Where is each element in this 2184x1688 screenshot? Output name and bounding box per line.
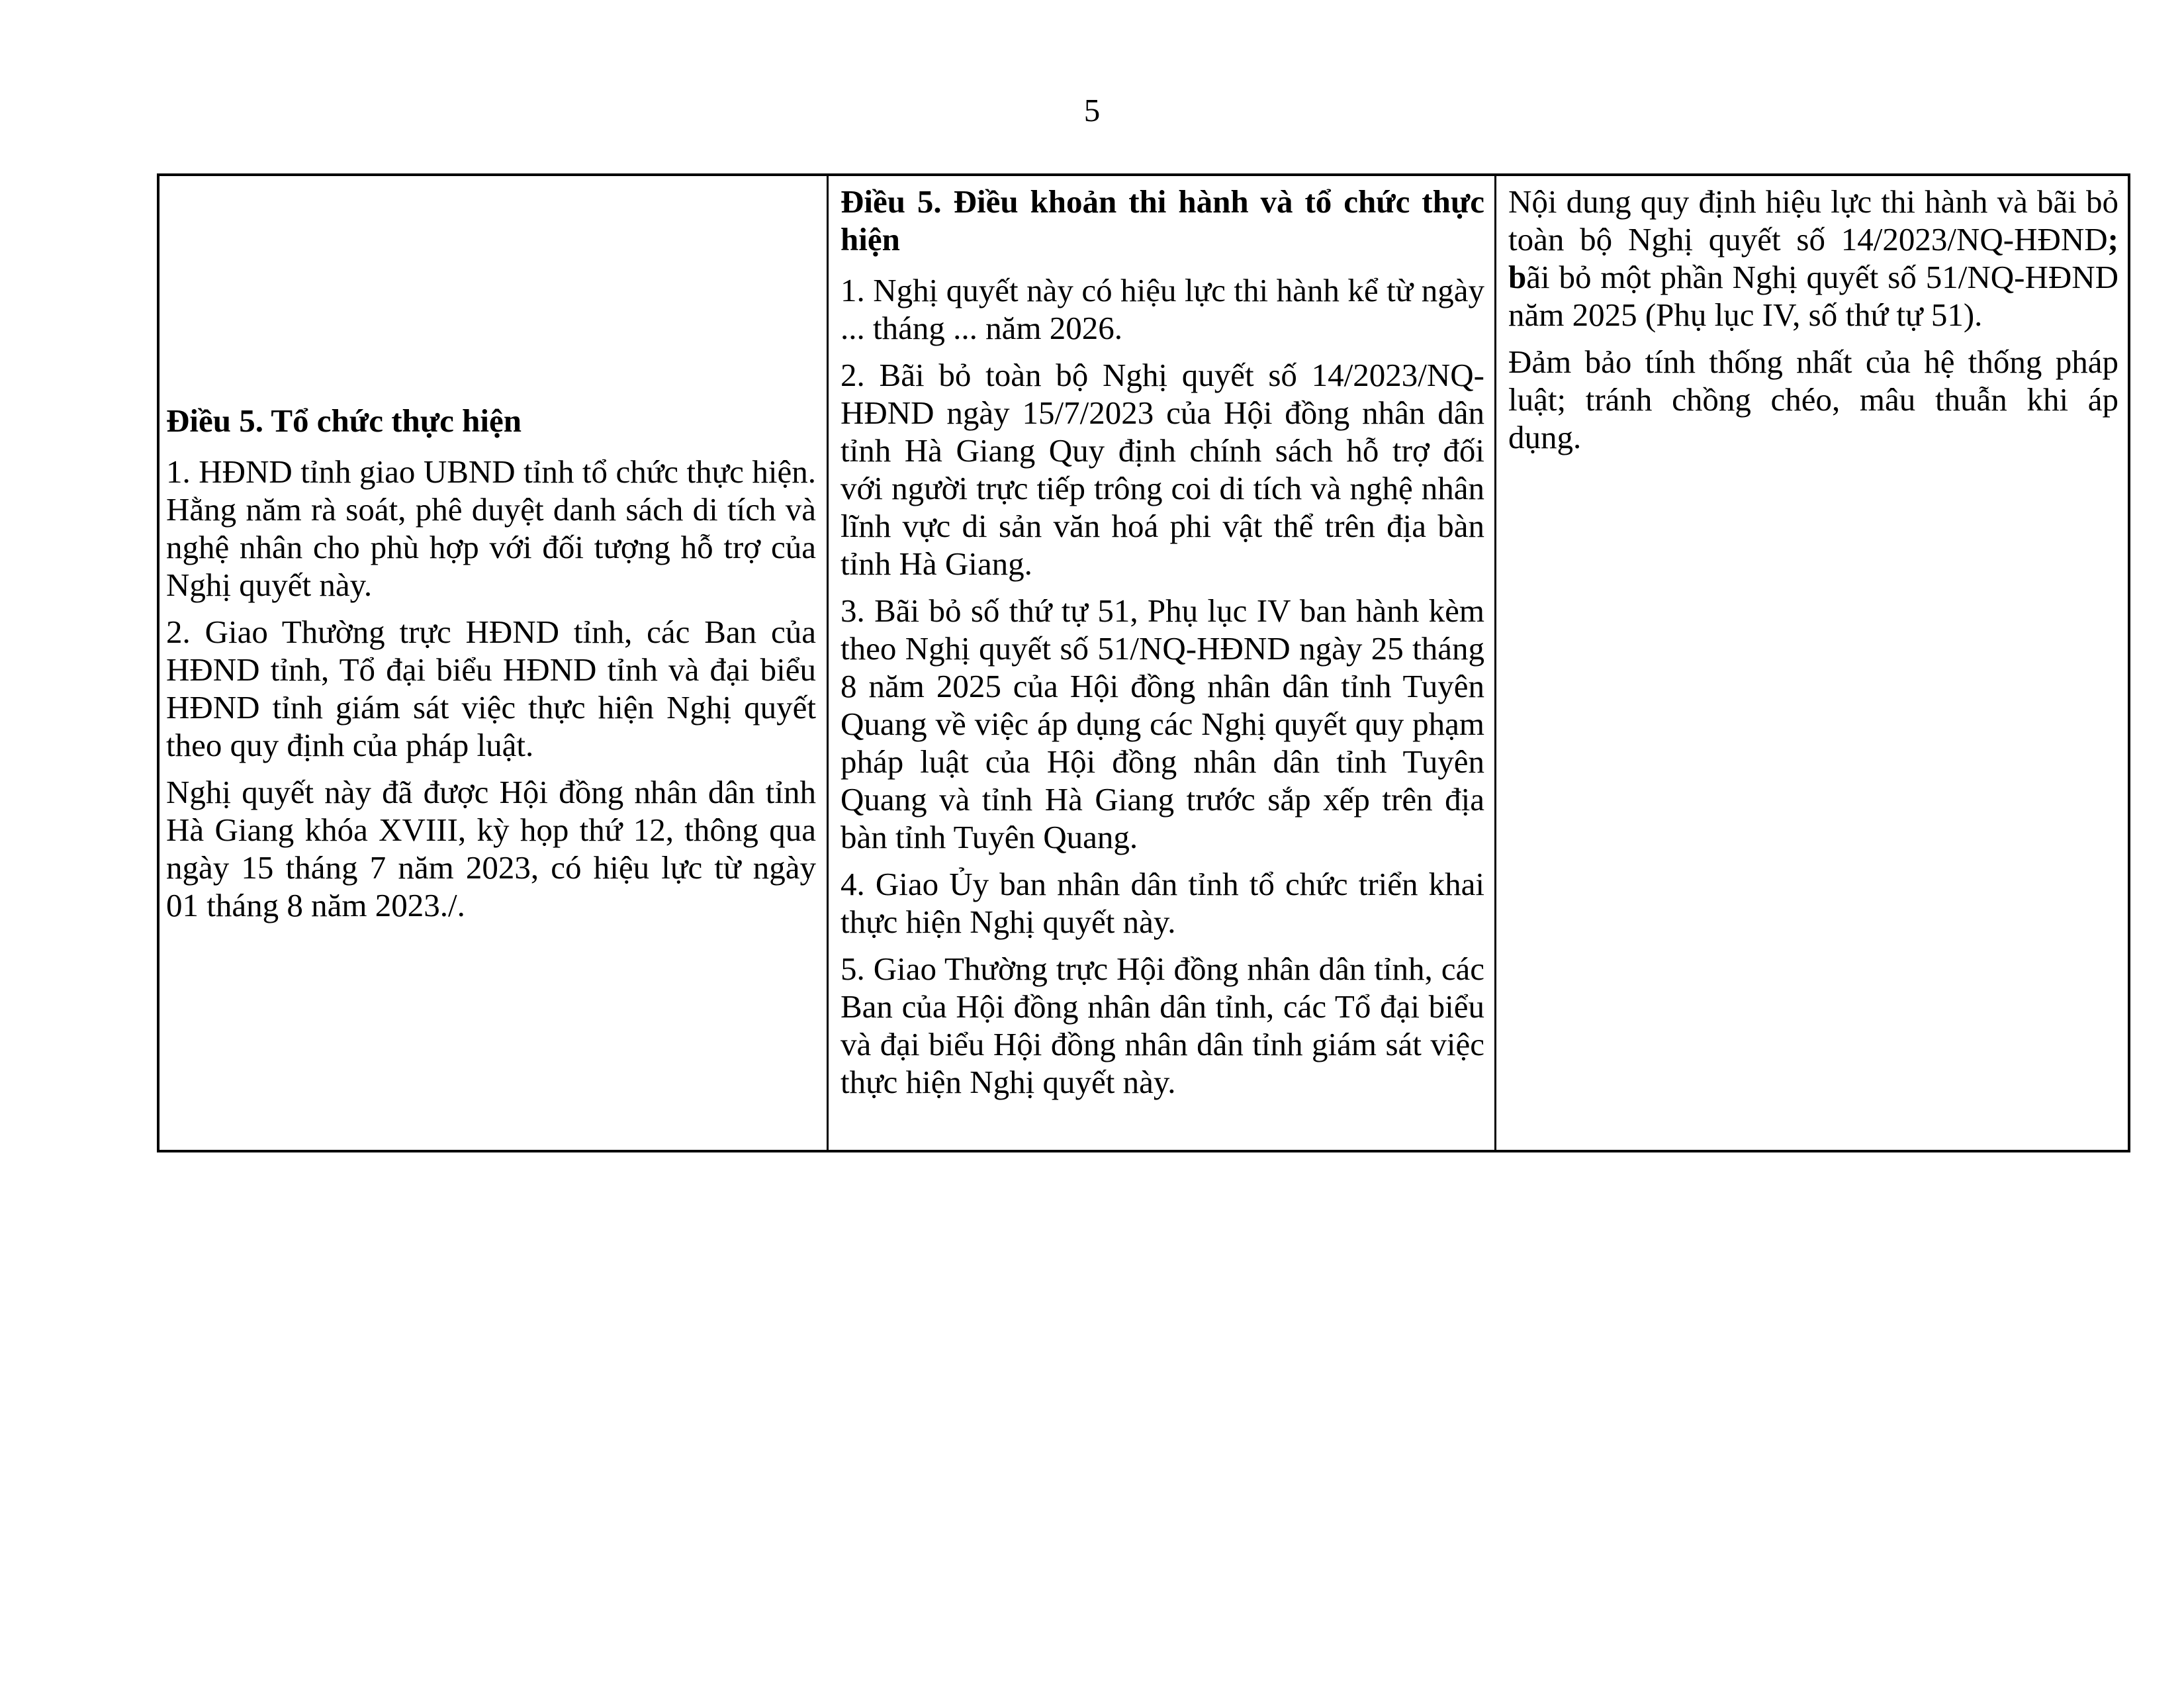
page-number: 5 <box>1083 92 1101 128</box>
col2-title: Điều 5. Điều khoản thi hành và tổ chức thực hiện <box>841 183 1484 258</box>
col3-paragraph-1-text: Nội dung quy định hiệu lực thi hành và bãi bỏ toàn bộ Nghị quyết số 14/2023/NQ-HĐND <box>1508 183 2118 258</box>
col2-paragraph-3: 3. Bãi bỏ số thứ tự 51, Phụ lục IV ban hành kèm theo Nghị quyết số 51/NQ-HĐND ngày 25 tháng 8 năm 2025 của Hội đồng nhân dân tỉnh Tuyên Quang về việc áp dụng các Nghị quyết quy phạm pháp luật của Hội đồng nhân dân tỉnh Tuyên Quang và tỉnh Hà Giang trước sắp xếp trên địa bàn tỉnh Tuyên Quang. <box>841 592 1484 855</box>
col3-paragraph-1-text-end: ãi bỏ một phần Nghị quyết số 51/NQ-HĐND năm 2025 (Phụ lục IV, số thứ tự 51). <box>1508 259 2118 333</box>
col1-title: Điều 5. Tổ chức thực hiện <box>166 402 522 439</box>
col3-paragraph-1-bold-letter: b <box>1508 259 1527 295</box>
col2-paragraph-1: 1. Nghị quyết này có hiệu lực thi hành kể từ ngày ... tháng ... năm 2026. <box>841 272 1484 346</box>
content-table <box>157 173 2130 1152</box>
col3-paragraph-2: Đảm bảo tính thống nhất của hệ thống pháp luật; tránh chồng chéo, mâu thuẫn khi áp dụng. <box>1508 344 2118 455</box>
col3-paragraph-1 <box>1508 183 2118 334</box>
col3-paragraph-1-bold-semicolon: ; <box>2107 221 2118 258</box>
table-cell-left <box>159 176 829 1150</box>
col2-paragraph-5: 5. Giao Thường trực Hội đồng nhân dân tỉnh, các Ban của Hội đồng nhân dân tỉnh, các Tổ đại biểu và đại biểu Hội đồng nhân dân tỉnh giám sát việc thực hiện Nghị quyết này. <box>841 951 1484 1100</box>
col2-paragraph-4: 4. Giao Ủy ban nhân dân tỉnh tổ chức triển khai thực hiện Nghị quyết này. <box>841 866 1484 940</box>
col1-paragraph-2: 2. Giao Thường trực HĐND tỉnh, các Ban của HĐND tỉnh, Tổ đại biểu HĐND tỉnh và đại biểu HĐND tỉnh giám sát việc thực hiện Nghị quyết theo quy định của pháp luật. <box>166 614 816 763</box>
table-cell-middle <box>829 176 1496 1150</box>
table-cell-right <box>1496 176 2128 1150</box>
col1-paragraph-1: 1. HĐND tỉnh giao UBND tỉnh tổ chức thực hiện. Hằng năm rà soát, phê duyệt danh sách di tích và nghệ nhân cho phù hợp với đối tượng hỗ trợ của Nghị quyết này. <box>166 453 816 603</box>
col1-paragraph-3: Nghị quyết này đã được Hội đồng nhân dân tỉnh Hà Giang khóa XVIII, kỳ họp thứ 12, thông qua ngày 15 tháng 7 năm 2023, có hiệu lực từ ngày 01 tháng 8 năm 2023./. <box>166 774 816 923</box>
col2-paragraph-2: 2. Bãi bỏ toàn bộ Nghị quyết số 14/2023/NQ-HĐND ngày 15/7/2023 của Hội đồng nhân dân tỉnh Hà Giang Quy định chính sách hỗ trợ đối với người trực tiếp trông coi di tích và nghệ nhân lĩnh vực di sản văn hoá phi vật thể trên địa bàn tỉnh Hà Giang. <box>841 357 1484 582</box>
